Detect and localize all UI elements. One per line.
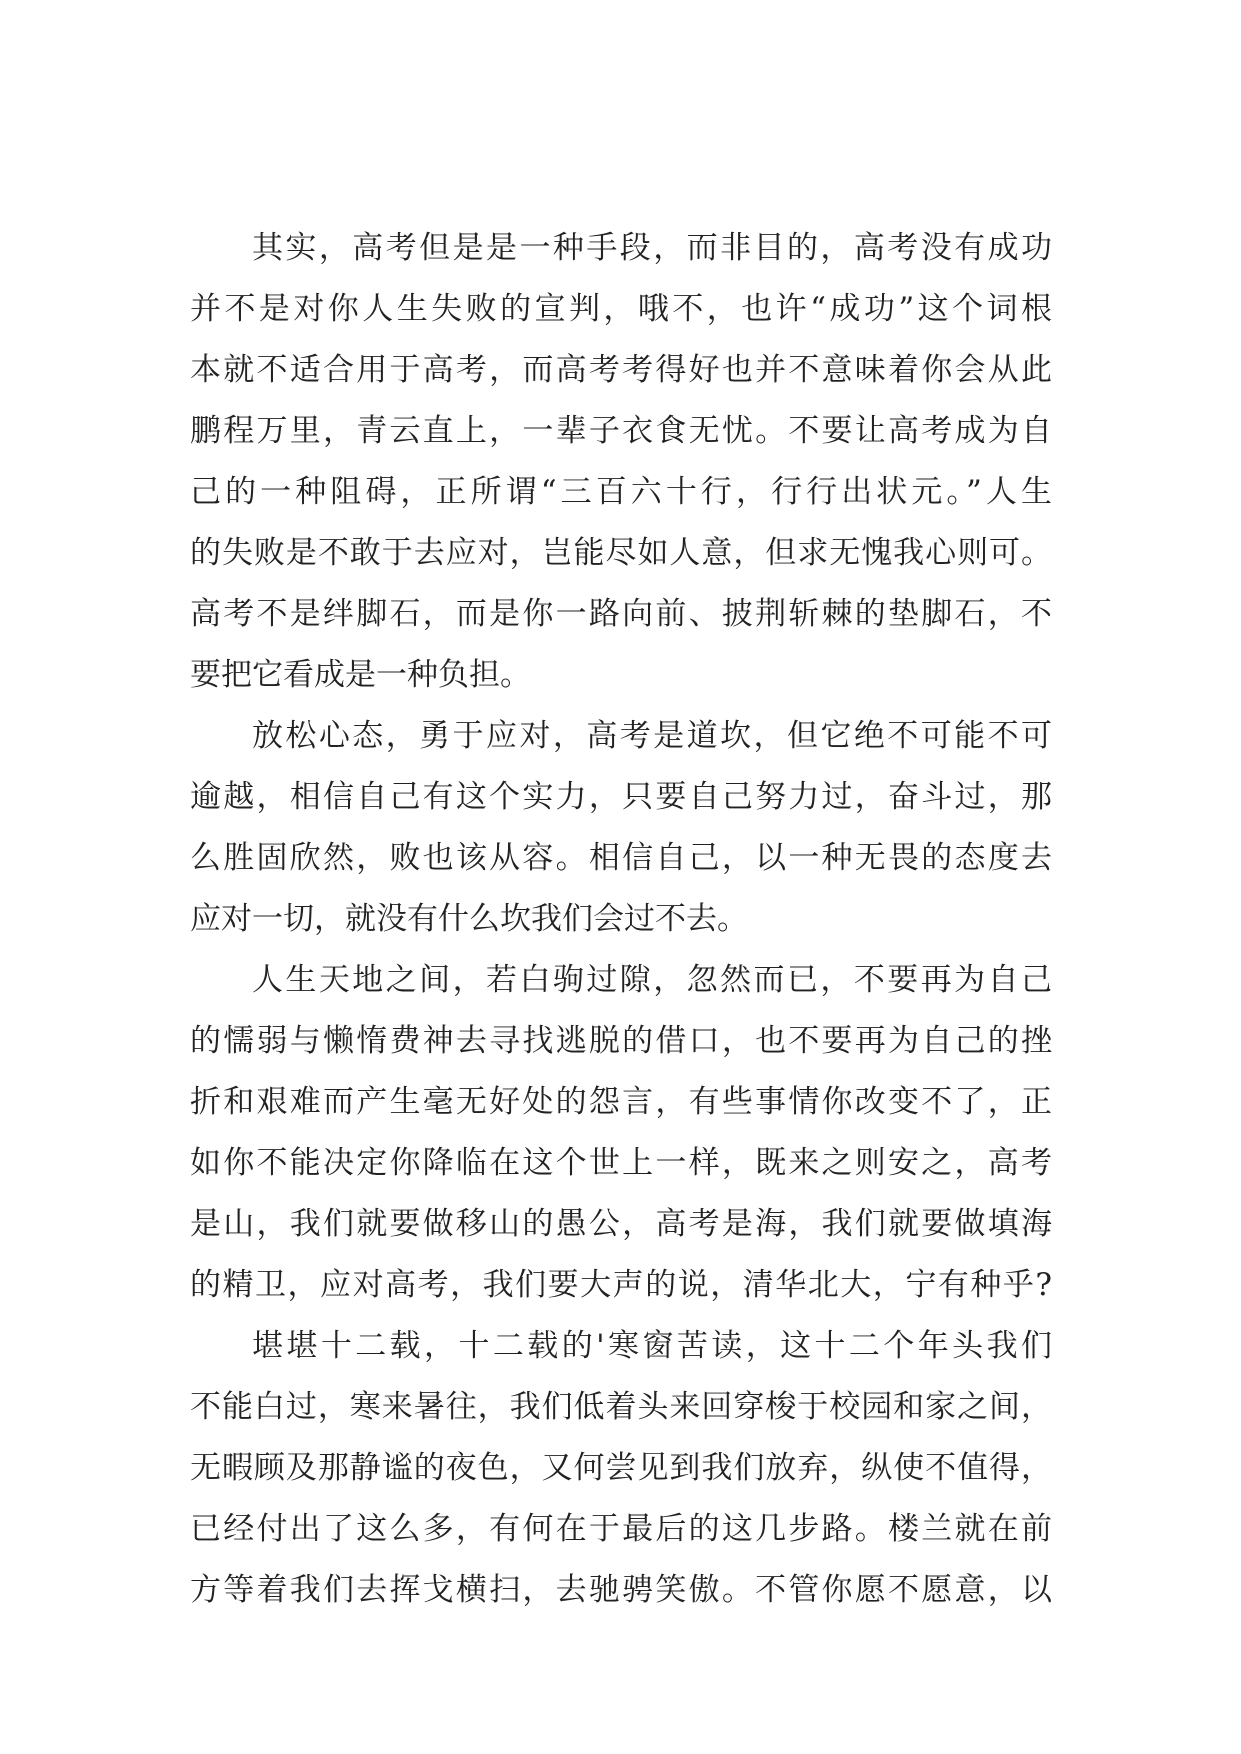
- paragraph-line: 已经付出了这么多，有何在于最后的这几步路。楼兰就在前: [190, 1511, 1052, 1547]
- paragraph-4: [190, 1316, 1052, 1621]
- paragraph-line: 是山，我们就要做移山的愚公，高考是海，我们就要做填海: [190, 1206, 1052, 1242]
- paragraph-line: 堪堪十二载，十二载的'寒窗苦读，这十二个年头我们: [252, 1328, 1052, 1364]
- paragraph-3: [190, 950, 1052, 1316]
- paragraph-2: [190, 706, 1052, 950]
- paragraph-line: 高考不是绊脚石，而是你一路向前、披荆斩棘的垫脚石，不: [190, 596, 1052, 632]
- paragraph-line: 人生天地之间，若白驹过隙，忽然而已，不要再为自己: [252, 962, 1052, 998]
- paragraph-line: 折和艰难而产生毫无好处的怨言，有些事情你改变不了，正: [190, 1084, 1052, 1120]
- paragraph-line: 其实，高考但是是一种手段，而非目的，高考没有成功: [252, 230, 1052, 266]
- paragraph-line: 鹏程万里，青云直上，一辈子衣食无忧。不要让高考成为自: [190, 413, 1052, 449]
- paragraph-1: [190, 218, 1052, 706]
- paragraph-line: 逾越，相信自己有这个实力，只要自己努力过，奋斗过，那: [190, 779, 1052, 815]
- paragraph-line: 的精卫，应对高考，我们要大声的说，清华北大，宁有种乎?: [190, 1267, 1052, 1303]
- paragraph-line: 本就不适合用于高考，而高考考得好也并不意味着你会从此: [190, 352, 1052, 388]
- paragraph-line: 么胜固欣然，败也该从容。相信自己，以一种无畏的态度去: [190, 840, 1052, 876]
- paragraph-line: 的失败是不敢于去应对，岂能尽如人意，但求无愧我心则可。: [190, 535, 1052, 571]
- paragraph-line: 的懦弱与懒惰费神去寻找逃脱的借口，也不要再为自己的挫: [190, 1023, 1052, 1059]
- document-body: [190, 218, 1052, 1621]
- paragraph-line: 放松心态，勇于应对，高考是道坎，但它绝不可能不可: [252, 718, 1052, 754]
- paragraph-line: 己的一种阻碍，正所谓“三百六十行，行行出状元。”人生: [190, 474, 1052, 510]
- paragraph-line: 方等着我们去挥戈横扫，去驰骋笑傲。不管你愿不愿意，以: [190, 1572, 1052, 1608]
- paragraph-line: 要把它看成是一种负担。: [190, 657, 531, 693]
- paragraph-line: 应对一切，就没有什么坎我们会过不去。: [190, 901, 748, 937]
- paragraph-line: 不能白过，寒来暑往，我们低着头来回穿梭于校园和家之间，: [190, 1389, 1052, 1425]
- paragraph-line: 并不是对你人生失败的宣判，哦不，也许“成功”这个词根: [190, 291, 1052, 327]
- paragraph-line: 无暇顾及那静谧的夜色，又何尝见到我们放弃，纵使不值得，: [190, 1450, 1052, 1486]
- paragraph-line: 如你不能决定你降临在这个世上一样，既来之则安之，高考: [190, 1145, 1052, 1181]
